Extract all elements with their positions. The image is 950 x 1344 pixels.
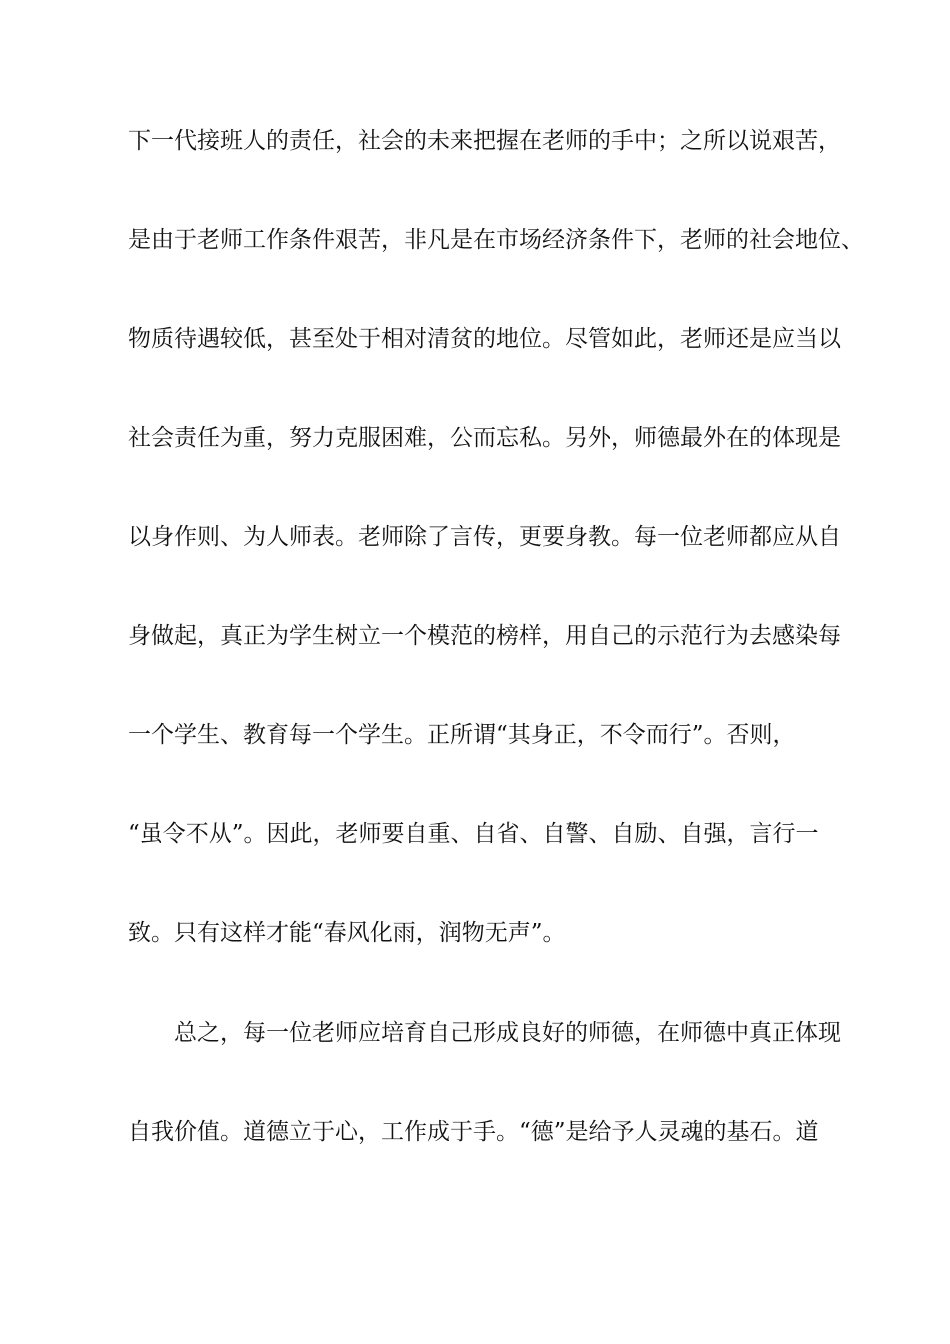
- paragraph-line-10: 总之，每一位老师应培育自己形成良好的师德，在师德中真正体现: [174, 1020, 841, 1046]
- paragraph-line-4: 社会责任为重，努力克服困难，公而忘私。另外，师德最外在的体现是: [128, 425, 841, 451]
- paragraph-line-2: 是由于老师工作条件艰苦，非凡是在市场经济条件下，老师的社会地位、: [128, 227, 864, 253]
- paragraph-line-5: 以身作则、为人师表。老师除了言传，更要身教。每一位老师都应从自: [128, 524, 841, 550]
- paragraph-line-7: 一个学生、教育每一个学生。正所谓“其身正，不令而行”。否则，: [128, 722, 796, 748]
- paragraph-line-1: 下一代接班人的责任，社会的未来把握在老师的手中；之所以说艰苦，: [128, 128, 841, 154]
- paragraph-line-3: 物质待遇较低，甚至处于相对清贫的地位。尽管如此，老师还是应当以: [128, 326, 841, 352]
- paragraph-line-8: “虽令不从”。因此，老师要自重、自省、自警、自励、自强，言行一: [128, 821, 819, 847]
- paragraph-line-11: 自我价值。道德立于心，工作成于手。“德”是给予人灵魂的基石。道: [128, 1119, 819, 1145]
- paragraph-line-6: 身做起，真正为学生树立一个模范的榜样，用自己的示范行为去感染每: [128, 623, 841, 649]
- paragraph-line-9: 致。只有这样才能“春风化雨，润物无声”。: [128, 920, 566, 946]
